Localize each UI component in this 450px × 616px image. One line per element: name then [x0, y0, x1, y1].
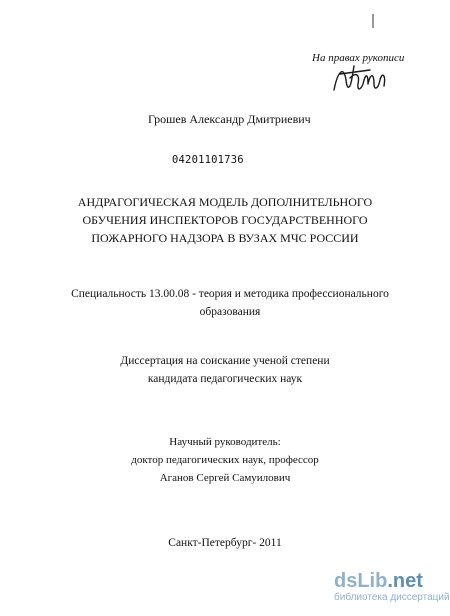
specialty [70, 285, 390, 321]
dissertation-title [60, 193, 390, 247]
title-line: АНДРАГОГИЧЕСКАЯ МОДЕЛЬ ДОПОЛНИТЕЛЬНОГО [77, 195, 373, 209]
supervisor-line: Аганов Сергей Самуилович [159, 472, 291, 484]
city-year: Санкт-Петербург- 2011 [168, 537, 282, 549]
watermark-subtitle: библиотека диссертаций [334, 592, 450, 603]
dissertation-line: Диссертация на соискание ученой степени [120, 355, 330, 367]
dissertation-statement [60, 352, 390, 388]
watermark-logo-text [334, 570, 446, 592]
signature-image [330, 60, 392, 98]
supervisor-block [60, 433, 390, 487]
author-name: Грошев Александр Дмитриевич [148, 112, 311, 126]
document-code: 04201101736 [172, 154, 244, 166]
supervisor-line: Научный руководитель: [169, 436, 281, 448]
specialty-line: образования [199, 306, 261, 318]
specialty-line: Специальность 13.00.08 - теория и методика профессионального [71, 288, 389, 300]
watermark-logo[interactable] [334, 570, 450, 604]
watermark-logo-part: dsLib [334, 570, 388, 592]
supervisor-line: доктор педагогических наук, профессор [131, 454, 319, 466]
title-line: ПОЖАРНОГО НАДЗОРА В ВУЗАХ МЧС РОССИИ [91, 231, 359, 245]
manuscript-note: На правах рукописи [312, 52, 405, 64]
watermark-logo-domain: .net [387, 570, 423, 592]
dissertation-line: кандидата педагогических наук [147, 373, 303, 385]
title-line: ОБУЧЕНИЯ ИНСПЕКТОРОВ ГОСУДАРСТВЕННОГО [82, 213, 368, 227]
scan-mark [372, 14, 374, 28]
